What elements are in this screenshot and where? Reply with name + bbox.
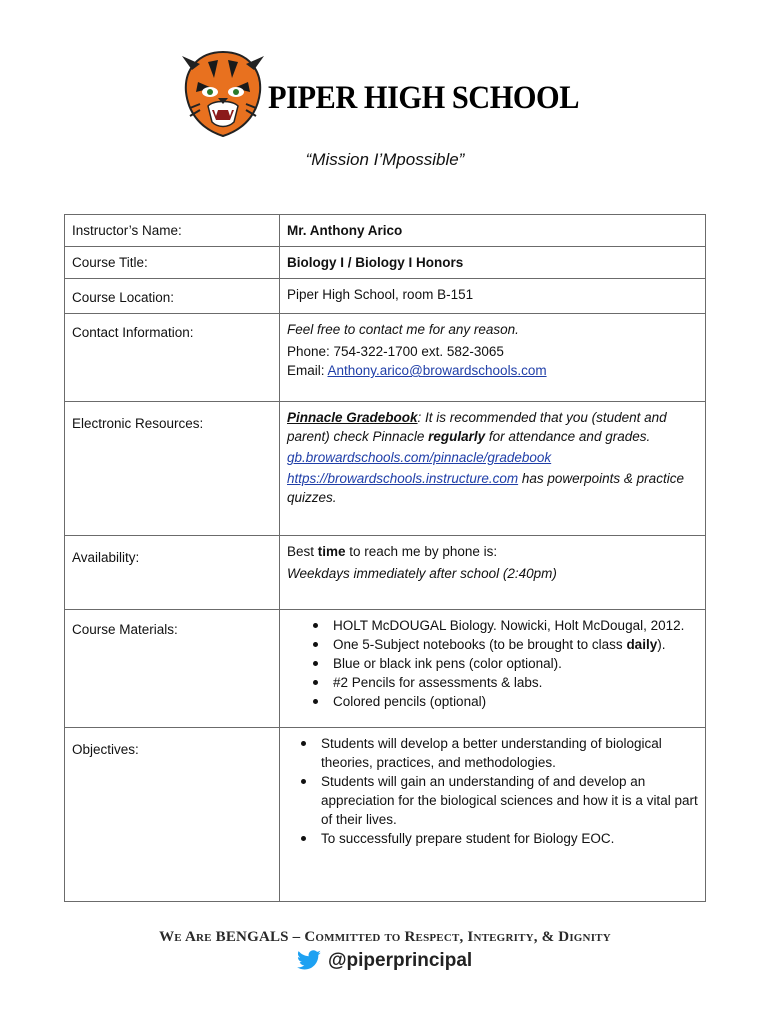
table-row — [65, 610, 706, 728]
syllabus-table — [64, 214, 706, 902]
list-item — [287, 654, 698, 673]
location-label: Course Location: — [65, 279, 280, 314]
list-item — [287, 829, 698, 848]
objectives-list — [287, 734, 698, 848]
table-row — [65, 215, 706, 247]
list-item — [287, 635, 698, 654]
twitter-bird-icon — [296, 950, 322, 972]
course-title-label: Course Title: — [65, 247, 280, 279]
list-item — [287, 673, 698, 692]
materials-list — [287, 616, 698, 711]
availability-post: to reach me by phone is: — [345, 544, 498, 559]
table-row — [65, 279, 706, 314]
footer-tagline: We Are BENGALS – Committed to Respect, Integrity, & Dignity — [159, 929, 611, 945]
document-header — [0, 40, 770, 150]
contact-note: Feel free to contact me for any reason. — [287, 322, 519, 337]
table-row — [65, 314, 706, 402]
gradebook-text-end: for attendance and grades. — [485, 429, 651, 444]
tiger-head-logo — [178, 48, 268, 140]
list-item — [287, 616, 698, 635]
canvas-link[interactable]: https://browardschools.instructure.com — [287, 471, 519, 486]
resources-value — [280, 402, 706, 536]
availability-pre: Best — [287, 544, 318, 559]
canvas-line — [287, 469, 698, 507]
instructor-label: Instructor’s Name: — [65, 215, 280, 247]
availability-value — [280, 536, 706, 610]
contact-value — [280, 314, 706, 402]
table-row — [65, 402, 706, 536]
twitter-handle[interactable]: @piperprincipal — [328, 950, 473, 971]
email-link[interactable]: Anthony.arico@browardschools.com — [327, 363, 547, 378]
contact-phone: Phone: 754-322-1700 ext. 582-3065 — [287, 344, 504, 359]
list-item-text: HOLT McDOUGAL Biology. Nowicki, Holt McDougal, 2012. — [333, 618, 685, 633]
gradebook-text: : It is recommended that you (student and parent) check Pinnacle — [287, 410, 667, 444]
objectives-label: Objectives: — [65, 728, 280, 902]
list-item — [287, 734, 698, 772]
availability-when: Weekdays immediately after school (2:40pm) — [287, 566, 557, 581]
list-item-text: Blue or black ink pens (color optional). — [333, 656, 562, 671]
objectives-value — [280, 728, 706, 902]
table-row — [65, 728, 706, 902]
regularly-text: regularly — [428, 429, 486, 444]
gradebook-link-line — [287, 448, 698, 467]
table-row — [65, 536, 706, 610]
list-item-text: Students will gain an understanding of and develop an appreciation for the biological sciences and how it is a vital part of their lives. — [321, 774, 698, 827]
instructor-value: Mr. Anthony Arico — [280, 215, 706, 247]
email-label: Email: — [287, 363, 328, 378]
twitter-handle-block — [296, 948, 472, 974]
list-item-text: #2 Pencils for assessments & labs. — [333, 675, 543, 690]
table-row — [65, 247, 706, 279]
availability-time: time — [317, 544, 346, 559]
canvas-text: has powerpoints & practice quizzes. — [287, 471, 684, 505]
materials-label: Course Materials: — [65, 610, 280, 728]
course-title-value: Biology I / Biology I Honors — [280, 247, 706, 279]
contact-label: Contact Information: — [65, 314, 280, 402]
gradebook-link[interactable]: gb.browardschools.com/pinnacle/gradebook — [287, 450, 552, 465]
gradebook-note — [287, 408, 698, 446]
contact-email-line — [287, 361, 698, 380]
list-item — [287, 772, 698, 829]
materials-value — [280, 610, 706, 728]
school-motto: “Mission I’Mpossible” — [305, 150, 465, 169]
list-item-bold: daily — [626, 637, 658, 652]
list-item-text: Colored pencils (optional) — [333, 694, 487, 709]
availability-label: Availability: — [65, 536, 280, 610]
location-value: Piper High School, room B-151 — [280, 279, 706, 314]
list-item-end: ). — [657, 637, 666, 652]
list-item — [287, 692, 698, 711]
list-item-text: Students will develop a better understanding of biological theories, practices, and methodologies. — [321, 736, 662, 770]
list-item-text: One 5-Subject notebooks (to be brought to class — [333, 637, 627, 652]
school-name: PIPER HIGH SCHOOL — [268, 80, 580, 116]
gradebook-title: Pinnacle Gradebook — [287, 410, 418, 425]
resources-label: Electronic Resources: — [65, 402, 280, 536]
list-item-text: To successfully prepare student for Biology EOC. — [321, 831, 615, 846]
availability-line — [287, 542, 698, 561]
